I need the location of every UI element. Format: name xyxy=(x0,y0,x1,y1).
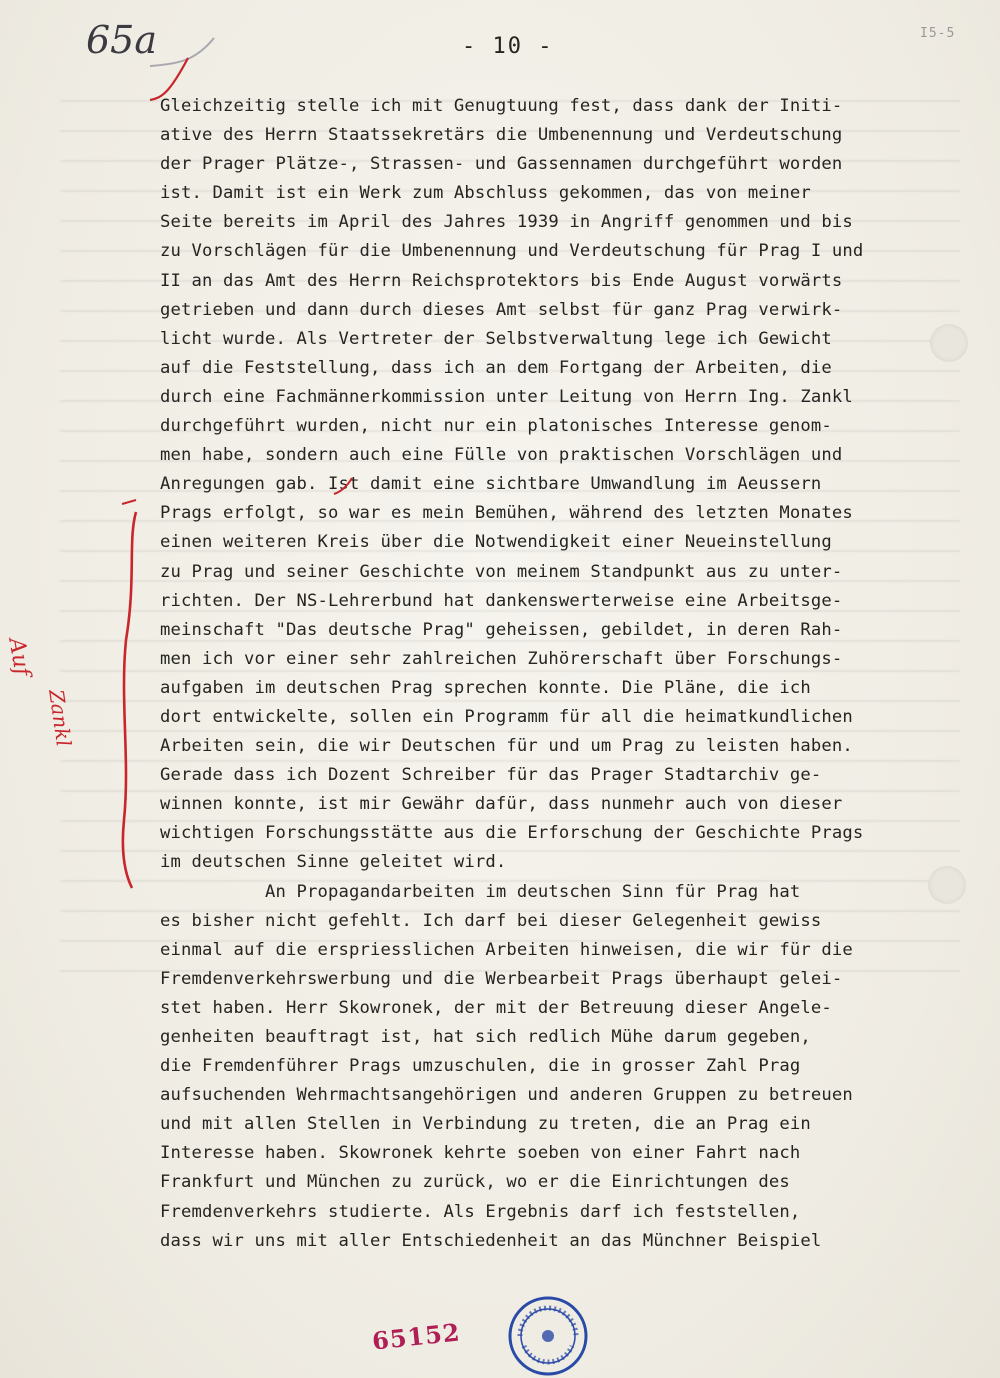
text-line: einmal auf die erspriesslichen Arbeiten hinweisen, die wir für die xyxy=(160,939,853,960)
text-line: es bisher nicht gefehlt. Ich darf bei dieser Gelegenheit gewiss xyxy=(160,910,822,931)
text-line: ist. Damit ist ein Werk zum Abschluss gekommen, das von meiner xyxy=(160,183,811,204)
margin-note-auf: Auf xyxy=(3,636,35,678)
document-number-stamp: 65152 xyxy=(370,1317,462,1356)
body-text xyxy=(160,92,960,1256)
archive-mark: 65a xyxy=(86,18,158,62)
text-line: Arbeiten sein, die wir Deutschen für und um Prag zu leisten haben. xyxy=(160,736,853,757)
text-line: aufgaben im deutschen Prag sprechen konnte. Die Pläne, die ich xyxy=(160,677,811,698)
text-line: stet haben. Herr Skowronek, der mit der Betreuung dieser Angele- xyxy=(160,997,832,1018)
text-line: genheiten beauftragt ist, hat sich redlich Mühe darum gegeben, xyxy=(160,1027,811,1047)
text-line: ative des Herrn Staatssekretärs die Umbenennung und Verdeutschung xyxy=(160,125,843,146)
text-line: wichtigen Forschungsstätte aus die Erforschung der Geschichte Prags xyxy=(160,823,864,844)
page-number: - 10 - xyxy=(462,34,554,59)
text-line: auf die Feststellung, dass ich an dem Fortgang der Arbeiten, die xyxy=(160,357,832,378)
text-line: Fremdenverkehrswerbung und die Werbearbeit Prags überhaupt gelei- xyxy=(160,968,843,989)
text-line: durchgeführt wurden, nicht nur ein platonisches Interesse genom- xyxy=(160,416,832,437)
text-line: richten. Der NS-Lehrerbund hat dankenswerterweise eine Arbeitsge- xyxy=(160,590,843,611)
text-line: Anregungen gab. Ist damit eine sichtbare Umwandlung im Aeussern xyxy=(160,474,822,495)
text-line: An Propagandarbeiten im deutschen Sinn für Prag hat xyxy=(160,881,801,902)
text-line: Fremdenverkehrs studierte. Als Ergebnis darf ich feststellen, xyxy=(160,1201,801,1222)
text-line: Interesse haben. Skowronek kehrte soeben von einer Fahrt nach xyxy=(160,1143,801,1164)
text-line: Gleichzeitig stelle ich mit Genugtuung fest, dass dank der Initi- xyxy=(160,96,843,116)
text-line: winnen konnte, ist mir Gewähr dafür, dass nunmehr auch von dieser xyxy=(160,794,843,815)
text-line: im deutschen Sinne geleitet wird. xyxy=(160,852,507,873)
text-line: aufsuchenden Wehrmachtsangehörigen und anderen Gruppen zu betreuen xyxy=(160,1085,853,1106)
text-line: der Prager Plätze-, Strassen- und Gassennamen durchgeführt worden xyxy=(160,154,843,175)
text-line: zu Prag und seiner Geschichte von meinem Standpunkt aus zu unter- xyxy=(160,561,843,582)
text-line: dort entwickelte, sollen ein Programm für all die heimatkundlichen xyxy=(160,706,853,727)
text-line: II an das Amt des Herrn Reichsprotektors bis Ende August vorwärts xyxy=(160,270,843,291)
text-line: zu Vorschlägen für die Umbenennung und Verdeutschung für Prag I und xyxy=(160,241,864,262)
text-line: die Fremdenführer Prags umzuschulen, die in grosser Zahl Prag xyxy=(160,1056,801,1077)
text-line: men habe, sondern auch eine Fülle von praktischen Vorschlägen und xyxy=(160,445,843,466)
text-line: meinschaft "Das deutsche Prag" geheissen, gebildet, in deren Rah- xyxy=(160,619,843,640)
margin-note-zankl: Zankl xyxy=(44,688,76,749)
text-line: men ich vor einer sehr zahlreichen Zuhörerschaft über Forschungs- xyxy=(160,648,843,669)
corner-mark: I5-5 xyxy=(920,26,956,41)
text-line: licht wurde. Als Vertreter der Selbstverwaltung lege ich Gewicht xyxy=(160,328,832,349)
text-line: und mit allen Stellen in Verbindung zu treten, die an Prag ein xyxy=(160,1114,811,1135)
text-line: getrieben und dann durch dieses Amt selbst für ganz Prag verwirk- xyxy=(160,299,843,320)
archive-seal-stamp xyxy=(506,1294,590,1378)
text-line: Seite bereits im April des Jahres 1939 in Angriff genommen und bis xyxy=(160,212,853,233)
text-line: dass wir uns mit aller Entschiedenheit an das Münchner Beispiel xyxy=(160,1230,822,1251)
text-line: Gerade dass ich Dozent Schreiber für das Prager Stadtarchiv ge- xyxy=(160,765,822,786)
underline-swoosh xyxy=(150,38,214,66)
text-line: Prags erfolgt, so war es mein Bemühen, während des letzten Monates xyxy=(160,503,853,524)
text-line: Frankfurt und München zu zurück, wo er die Einrichtungen des xyxy=(160,1172,790,1193)
text-line: einen weiteren Kreis über die Notwendigkeit einer Neueinstellung xyxy=(160,532,832,553)
text-line: durch eine Fachmännerkommission unter Leitung von Herrn Ing. Zankl xyxy=(160,386,853,407)
